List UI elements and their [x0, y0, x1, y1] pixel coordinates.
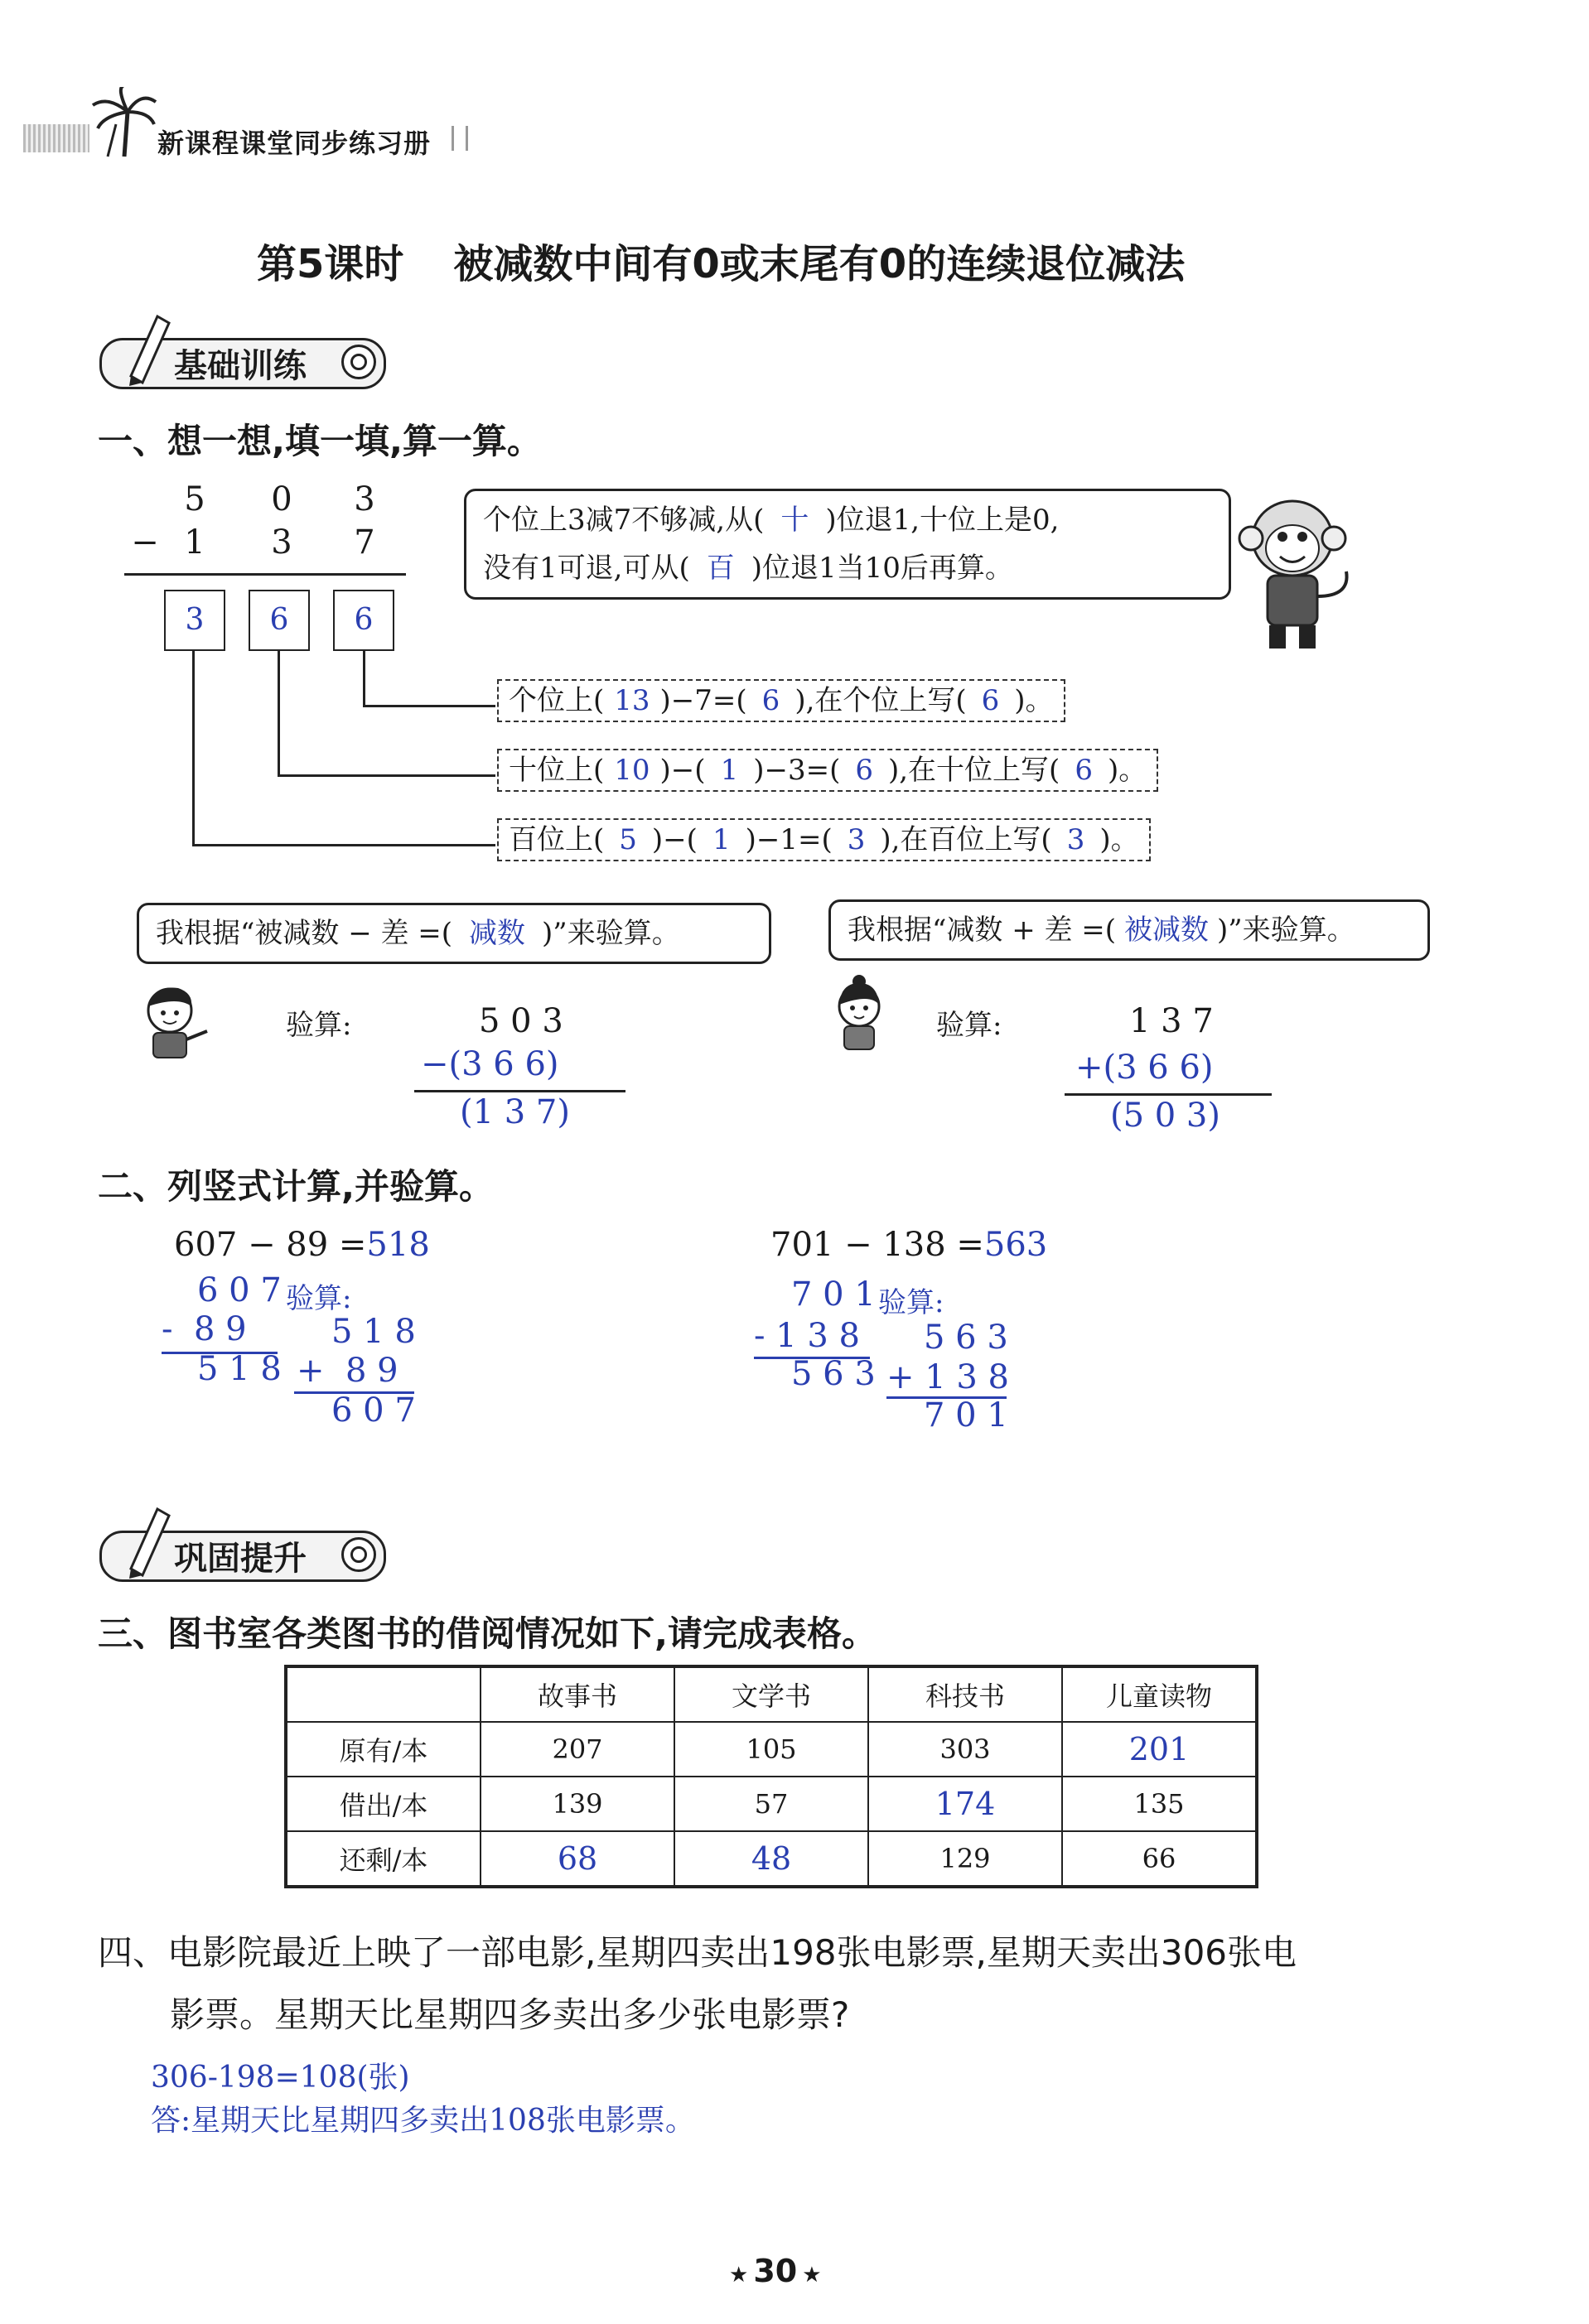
row-text: 十位上(: [509, 754, 605, 787]
monkey-icon: [1234, 489, 1359, 654]
row-answer: 6: [981, 684, 1000, 717]
page-number-text: 30: [753, 2253, 798, 2289]
row-text: )−1=(: [745, 823, 833, 856]
minuend-digit: 5: [184, 480, 205, 518]
connector-line: [278, 649, 280, 775]
pencil-icon: [124, 313, 174, 388]
table-row: [286, 1777, 1257, 1831]
minuend-digit: 0: [271, 480, 292, 518]
expr-answer: 518: [366, 1226, 430, 1264]
table-header-cell: 故事书: [481, 1666, 674, 1722]
row-answer: 13: [614, 684, 650, 717]
hint-bubble: [464, 489, 1231, 600]
table-cell-answer: 48: [674, 1831, 868, 1887]
q2-p2-check-mid: + 1 3 8: [886, 1358, 1010, 1396]
hint-answer-tens: 十: [780, 504, 809, 537]
q2-p2-mid: - 1 3 8: [754, 1317, 861, 1355]
row-text: )−7=(: [659, 684, 747, 717]
table-header-cell: 文学书: [674, 1666, 868, 1722]
check-label-left: 验算:: [286, 1009, 352, 1042]
section-advanced-label: 巩固提升: [174, 1540, 307, 1578]
row-hundreds: [497, 818, 1151, 861]
row-answer: 6: [855, 754, 873, 787]
row-text: )−(: [651, 823, 698, 856]
q3-heading: 三、图书室各类图书的借阅情况如下,请完成表格。: [98, 1613, 877, 1654]
hint-line-2: [483, 544, 1212, 592]
book-table: [284, 1665, 1258, 1888]
table-cell: 105: [674, 1722, 868, 1777]
hint-line-1: [483, 496, 1212, 544]
hint-text: )位退1,十位上是0,: [825, 504, 1060, 537]
check1-top: 5 0 3: [479, 1002, 563, 1040]
row-answer: 3: [1066, 823, 1085, 856]
subtrahend-digit: 3: [271, 523, 292, 562]
q2-p2-top: 7 0 1: [791, 1275, 876, 1314]
book-title: 新课程课堂同步练习册: [157, 128, 432, 159]
header-bars: [452, 126, 468, 151]
table-cell: 139: [481, 1777, 674, 1831]
row-tens: [497, 749, 1158, 792]
check2-top: 1 3 7: [1129, 1002, 1214, 1040]
section-basic-label: 基础训练: [174, 347, 307, 385]
calc-line: [124, 573, 406, 576]
table-cell-answer: 68: [481, 1831, 674, 1887]
q4-answer-calc: 306-198=108(张): [151, 2061, 410, 2095]
q2-p1-top: 6 0 7: [197, 1271, 282, 1309]
check2-bot: (5 0 3): [1110, 1097, 1220, 1135]
row-text: ),在十位上写(: [887, 754, 1060, 787]
q2-p1-check-label: 验算:: [286, 1282, 352, 1315]
connector-line: [192, 649, 195, 845]
table-cell: 135: [1062, 1777, 1257, 1831]
row-answer: 6: [1075, 754, 1093, 787]
q4-answer-text: 答:星期天比星期四多卖出108张电影票。: [151, 2104, 695, 2138]
table-cell-answer: 201: [1062, 1722, 1257, 1777]
table-header-cell: 儿童读物: [1062, 1666, 1257, 1722]
section-advanced: [99, 1522, 398, 1587]
check-label-right: 验算:: [936, 1009, 1002, 1042]
check2-mid: +(3 6 6): [1075, 1049, 1214, 1087]
row-text: ),在百位上写(: [880, 823, 1052, 856]
row-answer: 10: [614, 754, 650, 787]
calc-line: [1065, 1093, 1272, 1096]
q4-heading-line1: 四、电影院最近上映了一部电影,星期四卖出198张电影票,星期天卖出306张电: [98, 1932, 1297, 1973]
q2-p1-check-mid: + 8 9: [297, 1352, 398, 1390]
q2-p2-res: 5 6 3: [791, 1355, 876, 1393]
check-answer: 减数: [469, 917, 526, 950]
hint-answer-hundreds: 百: [706, 552, 735, 585]
check-bubble-left: [137, 903, 771, 964]
table-cell: 57: [674, 1777, 868, 1831]
calc-line: [414, 1090, 625, 1092]
q1-vertical-calc: [124, 480, 414, 580]
girl-icon: [824, 973, 895, 1052]
row-ones: [497, 679, 1065, 722]
palm-tree-icon: [91, 87, 157, 161]
row-answer: 1: [712, 823, 731, 856]
check1-mid: −(3 6 6): [421, 1045, 559, 1083]
expr-text: 607 − 89 =: [174, 1226, 367, 1264]
hint-text: 个位上3减7不够减,从(: [483, 504, 765, 537]
subtrahend-digit: 1: [184, 523, 205, 562]
check-text: 我根据“减数 + 差 =(: [848, 914, 1117, 947]
table-cell: 66: [1062, 1831, 1257, 1887]
table-row: [286, 1722, 1257, 1777]
answer-box-hundreds: 3: [164, 590, 225, 651]
q2-heading: 二、列竖式计算,并验算。: [98, 1166, 494, 1207]
connector-line: [278, 774, 495, 777]
row-answer: 6: [761, 684, 780, 717]
q2-p1-mid: - 8 9: [162, 1310, 247, 1348]
subtrahend-digit: 7: [354, 523, 375, 562]
page-number: [729, 2253, 822, 2289]
row-answer: 3: [847, 823, 866, 856]
answer-box-ones: 6: [333, 590, 394, 651]
minuend-digit: 3: [354, 480, 375, 518]
row-answer: 1: [720, 754, 739, 787]
target-icon: [341, 345, 376, 379]
check-text: 我根据“被减数 − 差 =(: [156, 917, 453, 950]
answer-box-tens: 6: [249, 590, 310, 651]
check1-bot: (1 3 7): [460, 1093, 570, 1131]
row-text: 百位上(: [509, 823, 605, 856]
lesson-number: 第5课时: [257, 241, 404, 287]
table-header-cell: [286, 1666, 481, 1722]
section-basic: [99, 330, 398, 394]
q4-heading-line2: 影票。星期天比星期四多卖出多少张电影票?: [170, 1994, 850, 2035]
check-text: )”来验算。: [1217, 914, 1355, 947]
row-answer: 5: [619, 823, 637, 856]
pencil-icon: [124, 1506, 174, 1580]
check-text: )”来验算。: [542, 917, 680, 950]
star-icon: ★: [729, 2263, 749, 2288]
hint-text: 没有1可退,可从(: [483, 552, 690, 585]
q2-p2-check-top: 5 6 3: [924, 1319, 1008, 1357]
check-bubble-right: [828, 899, 1430, 961]
row-text: )−3=(: [753, 754, 841, 787]
lesson-name: 被减数中间有0或末尾有0的连续退位减法: [453, 241, 1186, 287]
target-icon: [341, 1537, 376, 1572]
q2-p1-check-res: 6 0 7: [331, 1391, 416, 1430]
table-cell: 303: [868, 1722, 1062, 1777]
connector-line: [192, 844, 495, 846]
connector-line: [363, 705, 495, 707]
hint-text: )位退1当10后再算。: [751, 552, 1013, 585]
star-icon: ★: [802, 2263, 822, 2288]
row-label: 借出/本: [286, 1777, 481, 1831]
q2-p1-res: 5 1 8: [197, 1350, 282, 1388]
expr-answer: 563: [983, 1226, 1048, 1264]
row-text: )。: [1099, 823, 1139, 856]
q2-p1-check-top: 5 1 8: [331, 1313, 416, 1351]
check-answer: 被减数: [1124, 914, 1210, 947]
header-decoration: [23, 124, 89, 152]
q2-p2-check-label: 验算:: [878, 1286, 944, 1319]
boy-icon: [137, 981, 215, 1060]
row-text: ),在个位上写(: [794, 684, 967, 717]
table-cell-answer: 174: [868, 1777, 1062, 1831]
lesson-title: [257, 232, 1185, 289]
table-cell: 129: [868, 1831, 1062, 1887]
table-row: [286, 1831, 1257, 1887]
connector-line: [363, 649, 365, 706]
table-cell: 207: [481, 1722, 674, 1777]
q2-p1-expr: [174, 1226, 430, 1264]
row-label: 原有/本: [286, 1722, 481, 1777]
row-text: 个位上(: [509, 684, 605, 717]
row-text: )。: [1014, 684, 1054, 717]
row-text: )−(: [659, 754, 706, 787]
q1-heading: 一、想一想,填一填,算一算。: [98, 421, 542, 461]
minus-sign: −: [131, 523, 159, 562]
table-header-row: [286, 1666, 1257, 1722]
q2-p2-check-res: 7 0 1: [924, 1396, 1008, 1434]
expr-text: 701 − 138 =: [770, 1226, 984, 1264]
row-text: )。: [1107, 754, 1147, 787]
table-header-cell: 科技书: [868, 1666, 1062, 1722]
q2-p2-expr: [770, 1226, 1047, 1264]
row-label: 还剩/本: [286, 1831, 481, 1887]
